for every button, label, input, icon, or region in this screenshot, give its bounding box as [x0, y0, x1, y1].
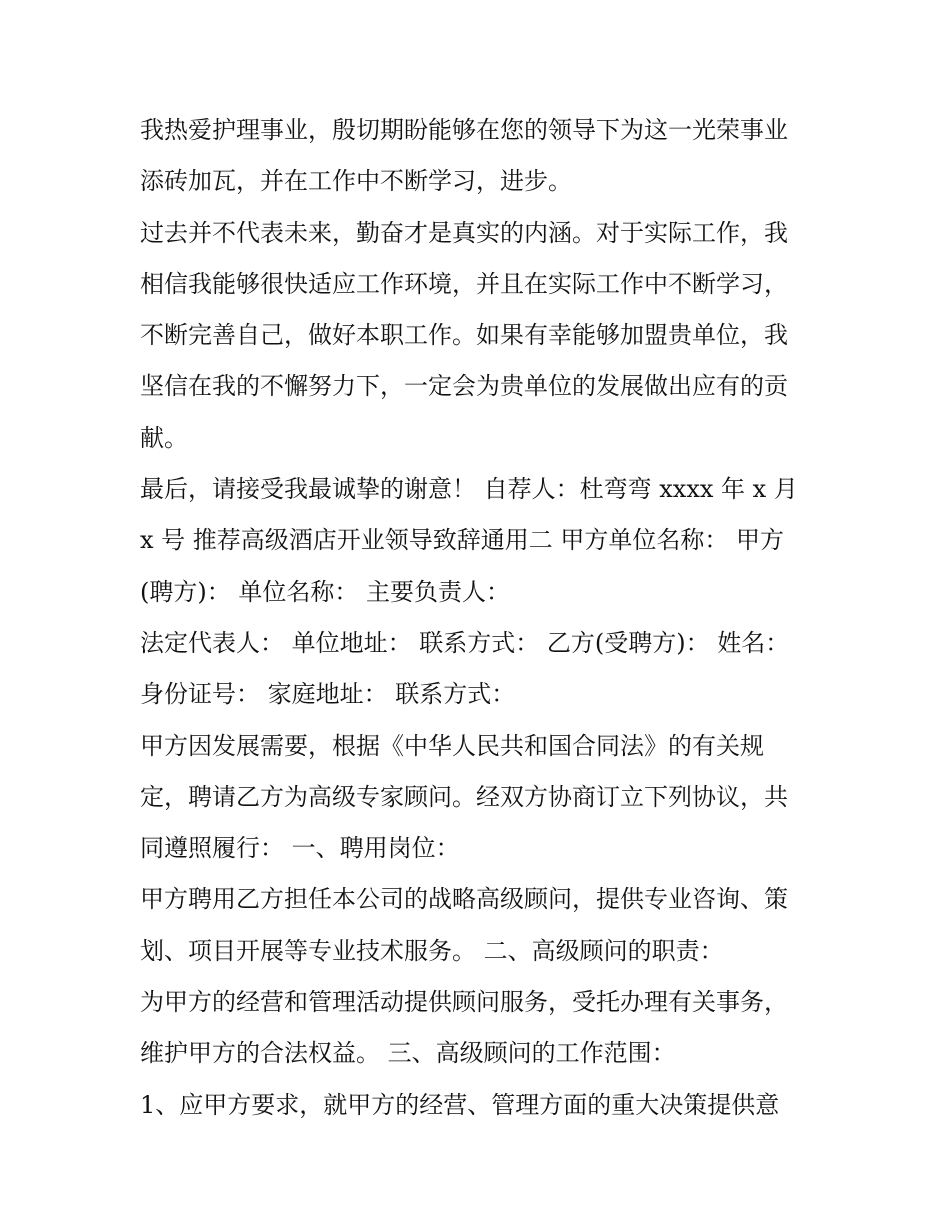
text-line: 身份证号： 家庭地址： 联系方式：	[140, 680, 516, 709]
text-line: 同遵照履行： 一、聘用岗位：	[140, 834, 460, 863]
text-line: 为甲方的经营和管理活动提供顾问服务，受托办理有关事务，	[140, 988, 788, 1017]
text-line: 维护甲方的合法权益。 三、高级顾问的工作范围：	[140, 1039, 676, 1068]
text-line: 法定代表人： 单位地址： 联系方式： 乙方(受聘方)： 姓名：	[140, 628, 790, 657]
text-line: 坚信在我的不懈努力下，一定会为贵单位的发展做出应有的贡	[140, 372, 788, 401]
text-line: 我热爱护理事业，殷切期盼能够在您的领导下为这一光荣事业	[140, 116, 788, 144]
text-line: 1、应甲方要求，就甲方的经营、管理方面的重大决策提供意	[140, 1090, 780, 1119]
text-line: 最后，请接受我最诚挚的谢意！ 自荐人：杜弯弯 xxxx 年 x 月	[140, 475, 798, 504]
text-line: 定，聘请乙方为高级专家顾问。经双方协商订立下列协议，共	[140, 782, 788, 811]
text-line: (聘方)： 单位名称： 主要负责人：	[140, 577, 510, 606]
text-line: x 号 推荐高级酒店开业领导致辞通用二 甲方单位名称： 甲方	[140, 526, 785, 555]
text-line: 献。	[140, 423, 188, 452]
text-line: 划、项目开展等专业技术服务。 二、高级顾问的职责：	[140, 936, 724, 965]
text-line: 相信我能够很快适应工作环境，并且在实际工作中不断学习，	[140, 269, 788, 298]
text-line: 过去并不代表未来，勤奋才是真实的内涵。对于实际工作，我	[140, 218, 788, 247]
document-body	[140, 105, 820, 1131]
text-line: 甲方聘用乙方担任本公司的战略高级顾问，提供专业咨询、策	[140, 885, 788, 914]
text-line: 添砖加瓦，并在工作中不断学习，进步。	[140, 167, 572, 196]
text-line: 甲方因发展需要，根据《中华人民共和国合同法》的有关规	[140, 731, 764, 760]
text-line: 不断完善自己，做好本职工作。如果有幸能够加盟贵单位，我	[140, 321, 788, 350]
